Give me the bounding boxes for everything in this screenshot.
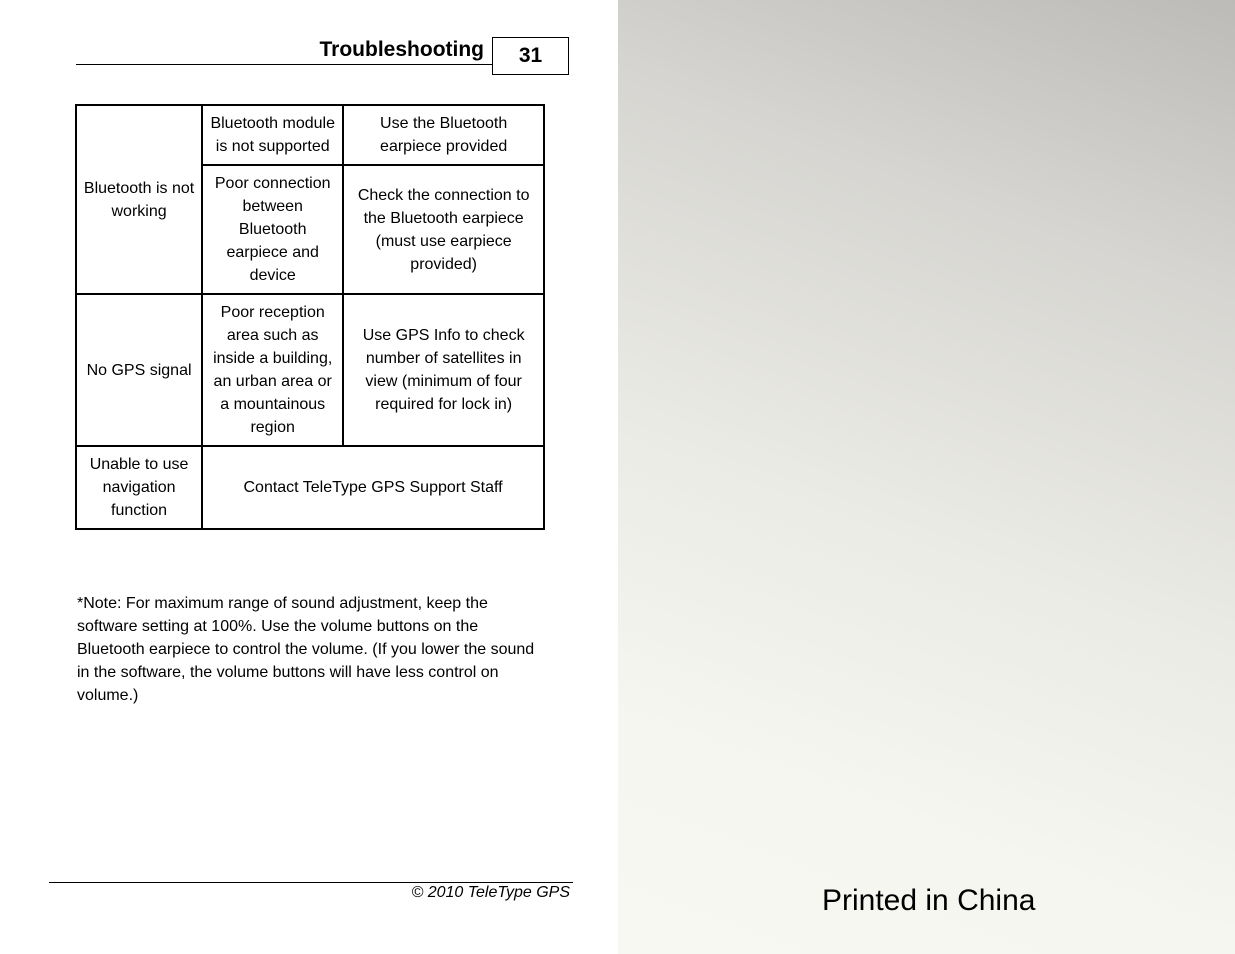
table-row	[76, 105, 544, 165]
problem-cell: Bluetooth is not working	[76, 105, 202, 294]
volume-note: *Note: For maximum range of sound adjustment, keep the software setting at 100%. Use the volume buttons on the Bluetooth earpiece to control the volume. (If you lower the sound in the software, the volume buttons will have less control on volume.)	[77, 595, 535, 704]
solution-cell: Check the connection to the Bluetooth earpiece (must use earpiece provided)	[343, 165, 544, 294]
problem-cell: No GPS signal	[76, 294, 202, 446]
back-cover-page	[618, 0, 1235, 954]
problem-cell: Unable to use navigation function	[76, 446, 202, 529]
troubleshooting-table	[75, 104, 545, 530]
cause-cell: Poor reception area such as inside a building, an urban area or a mountainous region	[202, 294, 343, 446]
table-row	[76, 446, 544, 529]
footer-rule	[49, 882, 573, 883]
solution-cell: Contact TeleType GPS Support Staff	[202, 446, 544, 529]
solution-cell: Use the Bluetooth earpiece provided	[343, 105, 544, 165]
copyright-footer: © 2010 TeleType GPS	[411, 884, 570, 901]
header-rule	[76, 64, 492, 65]
section-title: Troubleshooting	[319, 38, 484, 61]
printed-in-label: Printed in China	[822, 884, 1036, 917]
table-row	[76, 294, 544, 446]
cause-cell: Bluetooth module is not supported	[202, 105, 343, 165]
page-number: 31	[492, 37, 569, 75]
cause-cell: Poor connection between Bluetooth earpiece and device	[202, 165, 343, 294]
solution-cell: Use GPS Info to check number of satellites in view (minimum of four required for lock in)	[343, 294, 544, 446]
